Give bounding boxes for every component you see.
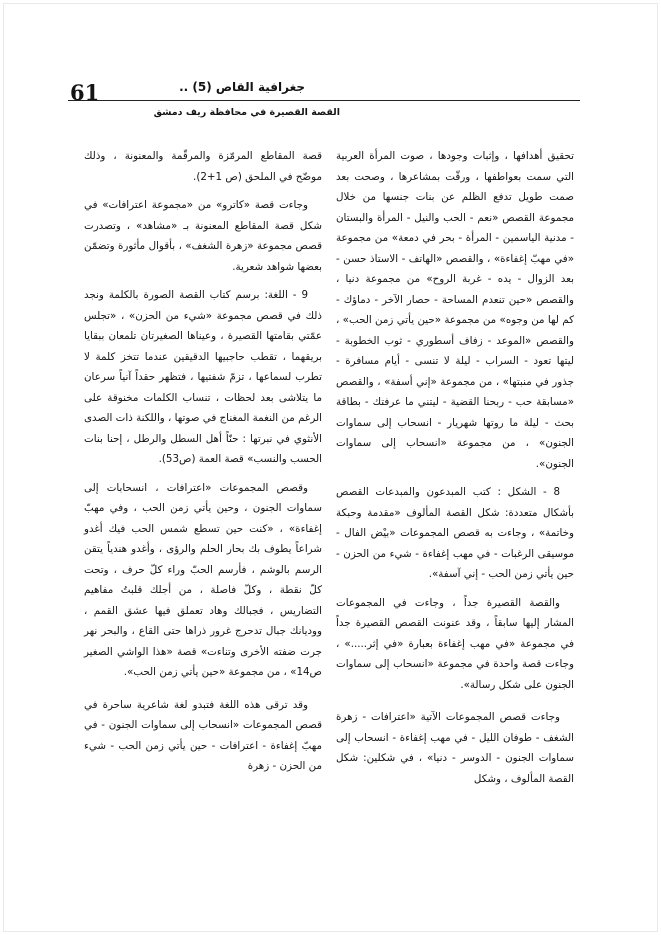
paragraph: وقد ترقى هذه اللغة فتبدو لغة شاعرية ساحرة في قصص المجموعات «انسحاب إلى سماوات الجنون - في مهبّ إغفاءة - اعترافات - حين يأتي زمن الحب - شيء من الحزن - زهرة [84,698,322,772]
paragraph: قصة المقاطع المرمّزة والمرقّمة والمعنونة ، وذلك موضّح في الملحق (ص 1+2). [84,150,322,183]
left-column [84,146,322,785]
paragraph: وقصص المجموعات «اعترافات ، انسحابات إلى سماوات الجنون ، وحين يأتي زمن الحب ، وفي مهبّ إغفاءة» ، «كنت حين تسطع شمس الحب فيك أغدو شراعاً يطوف بك بحار الحلم والرؤى ، وأغدو هندياً يتقن الرسم بالوشم ، فأرسم الحبّ وراء كلّ حرف ، وتحت كلّ نقطة ، وكلّ فاصلة ، من أجلك قلبتُ مفاهيم التضاريس ، فجبالك وهاد تعملق فيها عشق القمم ، ووديانك جبال تدحرج غرور ذراها حتى القاع ، والبحر نهر جرت ضفته الأخرى وتناءت» قصة «هذا الواشي الصغير ص14» ، من مجموعة «حين يأتي زمن الحب». [84,481,322,678]
running-subtitle: القصة القصيرة في محافظة ريف دمشق [153,107,340,118]
running-title: جغرافية القاص (5) .. [179,80,305,94]
right-column [336,146,574,797]
page-header [0,0,661,130]
section-9-heading-paragraph: 9 - اللغة: برسم كتاب القصة الصورة بالكلمة ونجد ذلك في قصص مجموعة «شيء من الحزن» ، «تجلس عمّتي بقامتها القصيرة ، وعيناها الصغيرتان تلمعان ببقايا بريقهما ، تقطب حاجبيها الدقيقين عندما تتخز كلمة لا تطرب لسماعها ، تزمّ شفتيها ، فتظهر حقداً آنياً سرعان ما يتلاشى بعد لحظات ، تنساب الكلمات مخنوقة على الرغم من النغمة المغناج في صوتها ، واللكنة ذات الصدى الأنثوي في نبرتها : حنّاً أهل السطل والرطل ، إحنا بنات الحسب والنسب» قصة العمة (ص53). [84,289,322,465]
paragraph: وجاءت قصص المجموعات الآتية «اعترافات - زهرة الشغف - طوفان الليل - في مهب إغفاءة - انسحاب إلى سماوات الجنون - الدوسر - دنيا» ، في شكلين: شكل القصة المألوف ، وشكل [336,711,574,785]
section-8-heading-paragraph: 8 - الشكل : كتب المبدعون والمبدعات القصص بأشكال متعددة: شكل القصة المألوف «مقدمة وحبكة وخاتمة» ، وجاءت به قصص المجموعات «بيْض الفال - موسيقى الرغبات - في مهب إغفاءة - شيء من الحزن - حين يأتي زمن الحب - إني آسفة». [336,486,574,580]
paragraph: تحقيق أهدافها ، وإثبات وجودها ، صوت المرأة العربية التي سمت بعواطفها ، ورقّت بمشاعرها ، وصحت بعد صمت طويل تدفع الظلم عن بنات جنسها من خلال مجموعة القصص «نعم - الحب والنيل - المرأة والبستان - مدنية الياسمين - المرأة - بحر في دمعة» من مجموعة «في مهبّ إغفاءة» ، والقصص «الهاتف - الاستاذ حسن - بعد الزوال - يده - غربة الروح» من مجموعة دنيا ، والقصص «حين تنعدم المساحة - حصار الآخر - دماؤك - كم لها من وجوه» من مجموعة «حين يأتي زمن الحب» ، والقصص «الموعد - زفاف أسطوري - ثوب الخطوبة - ليتها تعود - السراب - ليلة لا تنسى - أيام مسافرة - جذور في منبتها» ، من مجموعة «إني أسفة» ، والقصص «مسابقة حب - ربحنا القضية - ليتني ما عرفتك - بطاقة بحث - ليلة ما روتها شهريار - انسحاب إلى سماوات الجنون» ، من مجموعة «انسحاب إلى سماوات الجنون». [336,150,574,470]
header-rule [68,100,580,101]
paragraph: والقصة القصيرة جداً ، وجاءت في المجموعات المشار إليها سابقاً ، وقد عنونت القصص القصيرة جداً في مجموعة «في مهب إغفاءة بعبارة «في إثر.....» ، وجاءت قصة واحدة في مجموعة «انسحاب إلى سماوات الجنون على شكل رسالة». [336,596,574,691]
page-number: 61 [70,80,100,105]
paragraph: وجاءت قصة «كاترو» من «مجموعة اعترافات» في شكل قصة المقاطع المعنونة بـ «مشاهد» ، وتصدرت قصص مجموعة «زهرة الشغف» ، بأقوال مأثورة وتضمّن بعضها شواهد شعرية. [84,199,322,273]
